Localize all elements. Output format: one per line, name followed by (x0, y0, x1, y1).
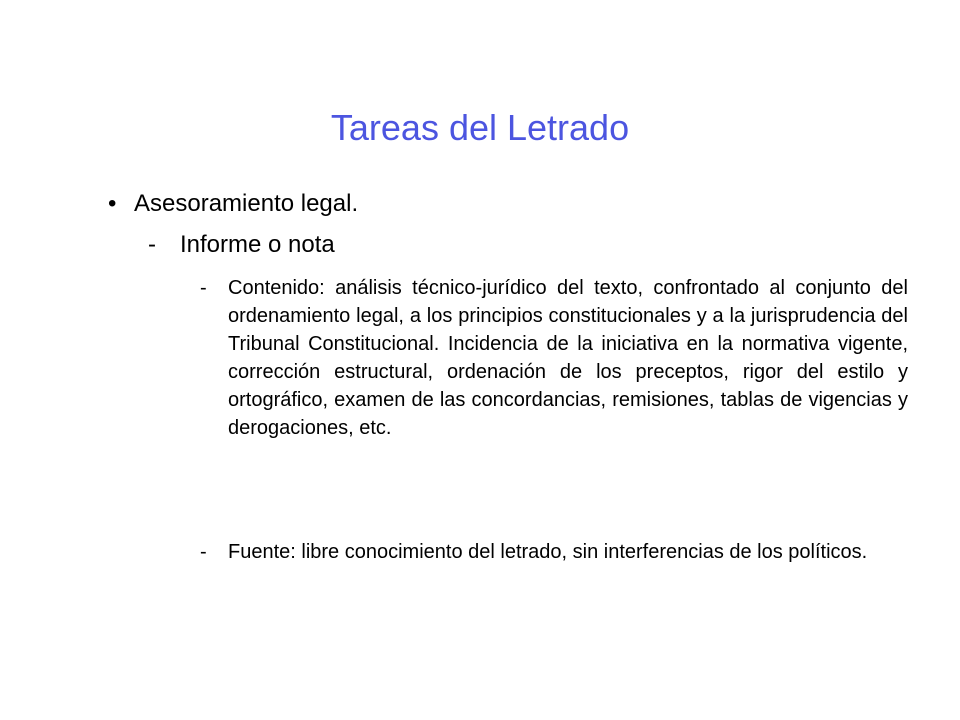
subbullet-marker: - (148, 231, 156, 258)
subbullet-informe (148, 228, 908, 262)
bullet-asesoramiento (108, 187, 908, 221)
subitem-marker: - (200, 541, 207, 563)
subitem-text: Contenido: análisis técnico-jurídico del texto, confrontado al conjunto del ordenamiento legal, a los principios constitucionales y a la jurisprudencia del Tribunal Constitucional. Incidencia de la iniciativa en la normativa vigente, corrección estructural, ordenación de los preceptos, rigor del estilo y ortográfico, examen de las concordancias, remisiones, tablas de vigencias y derogaciones, etc. (228, 277, 908, 439)
bullet-text: Asesoramiento legal. (134, 190, 359, 217)
subitem-marker: - (200, 277, 207, 299)
bullet-marker: • (108, 190, 117, 217)
subitem-contenido (200, 274, 908, 442)
subitem-text: Fuente: libre conocimiento del letrado, sin interferencias de los políticos. (228, 541, 868, 563)
subbullet-text: Informe o nota (180, 231, 335, 258)
subitem-fuente (200, 538, 908, 566)
slide-title: Tareas del Letrado (330, 107, 630, 148)
